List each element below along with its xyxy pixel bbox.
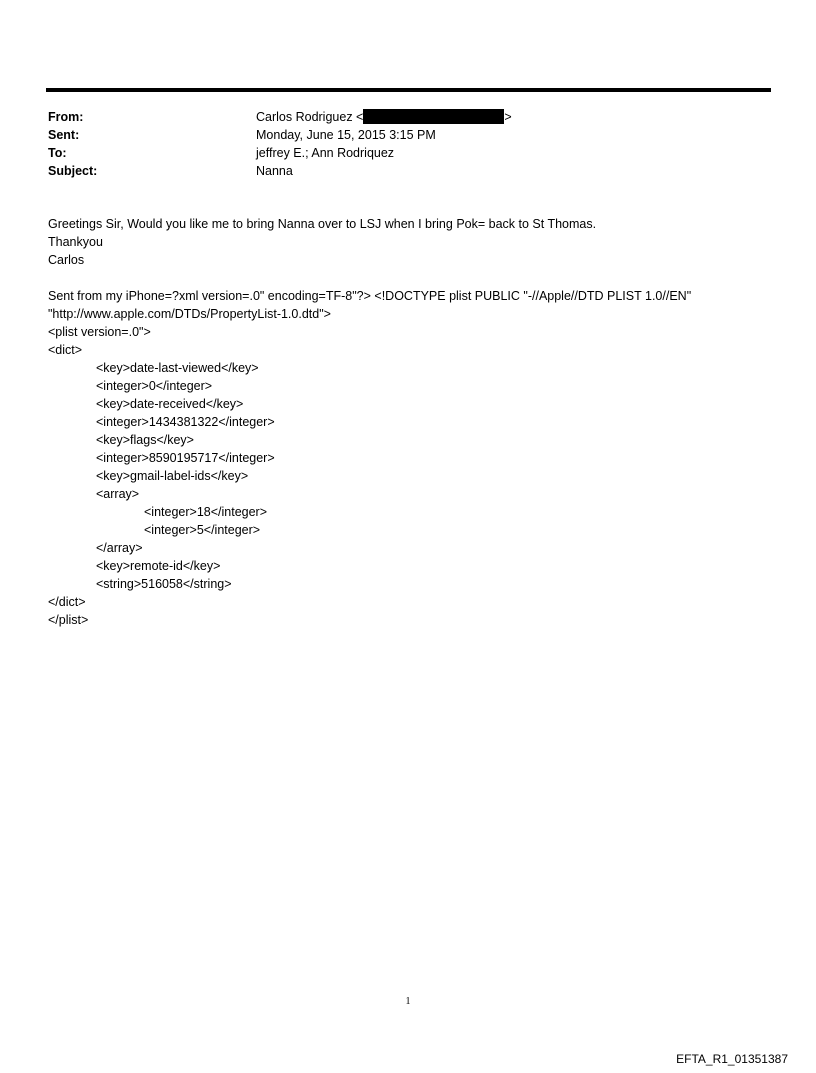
plist-line: <integer>1434381322</integer> (96, 415, 275, 429)
sent-from-line: Sent from my iPhone=?xml version=.0" encoding=TF-8"?> <!DOCTYPE plist PUBLIC "-//Apple//DTD PLIST 1.0//EN" (48, 289, 692, 303)
plist-line: <integer>18</integer> (144, 505, 268, 519)
plist-line: <string>516058</string> (96, 577, 232, 591)
dict-close-line: </dict> (48, 595, 86, 609)
from-row (48, 108, 512, 126)
plist-close-line: </plist> (48, 613, 89, 627)
signature-line: Carlos (48, 253, 85, 267)
to-row (48, 144, 512, 162)
document-id: EFTA_R1_01351387 (676, 1052, 788, 1066)
from-value (256, 108, 512, 126)
plist-line: <array> (96, 487, 140, 501)
plist-line: <key>date-received</key> (96, 397, 244, 411)
plist-line: <key>gmail-label-ids</key> (96, 469, 249, 483)
plist-line: <key>flags</key> (96, 433, 194, 447)
plist-line: <key>date-last-viewed</key> (96, 361, 259, 375)
email-header (48, 108, 512, 180)
page-number: 1 (405, 996, 411, 1007)
plist-line: <integer>8590195717</integer> (96, 451, 275, 465)
dict-open-line: <dict> (48, 343, 83, 357)
to-value: jeffrey E.; Ann Rodriquez (256, 146, 395, 160)
greeting-line: Greetings Sir, Would you like me to bring Nanna over to LSJ when I bring Pok= back to St Thomas. (48, 217, 597, 231)
plist-open-line: <plist version=.0"> (48, 325, 151, 339)
header-divider (46, 88, 771, 92)
subject-label: Subject: (48, 164, 98, 178)
from-suffix: > (504, 110, 512, 124)
sent-row (48, 126, 512, 144)
thanks-line: Thankyou (48, 235, 103, 249)
plist-line: <integer>5</integer> (144, 523, 261, 537)
plist-line: <integer>0</integer> (96, 379, 213, 393)
sent-label: Sent: (48, 128, 80, 142)
to-label: To: (48, 146, 67, 160)
subject-value: Nanna (256, 164, 293, 178)
dtd-url-line: "http://www.apple.com/DTDs/PropertyList-1.0.dtd"> (48, 307, 331, 321)
plist-line: </array> (96, 541, 143, 555)
blank-line (48, 269, 691, 287)
sent-value: Monday, June 15, 2015 3:15 PM (256, 128, 436, 142)
from-label: From: (48, 110, 84, 124)
email-body (48, 215, 691, 629)
redaction-box (363, 109, 504, 124)
plist-line: <key>remote-id</key> (96, 559, 221, 573)
subject-row (48, 162, 512, 180)
from-name: Carlos Rodriguez < (256, 110, 364, 124)
